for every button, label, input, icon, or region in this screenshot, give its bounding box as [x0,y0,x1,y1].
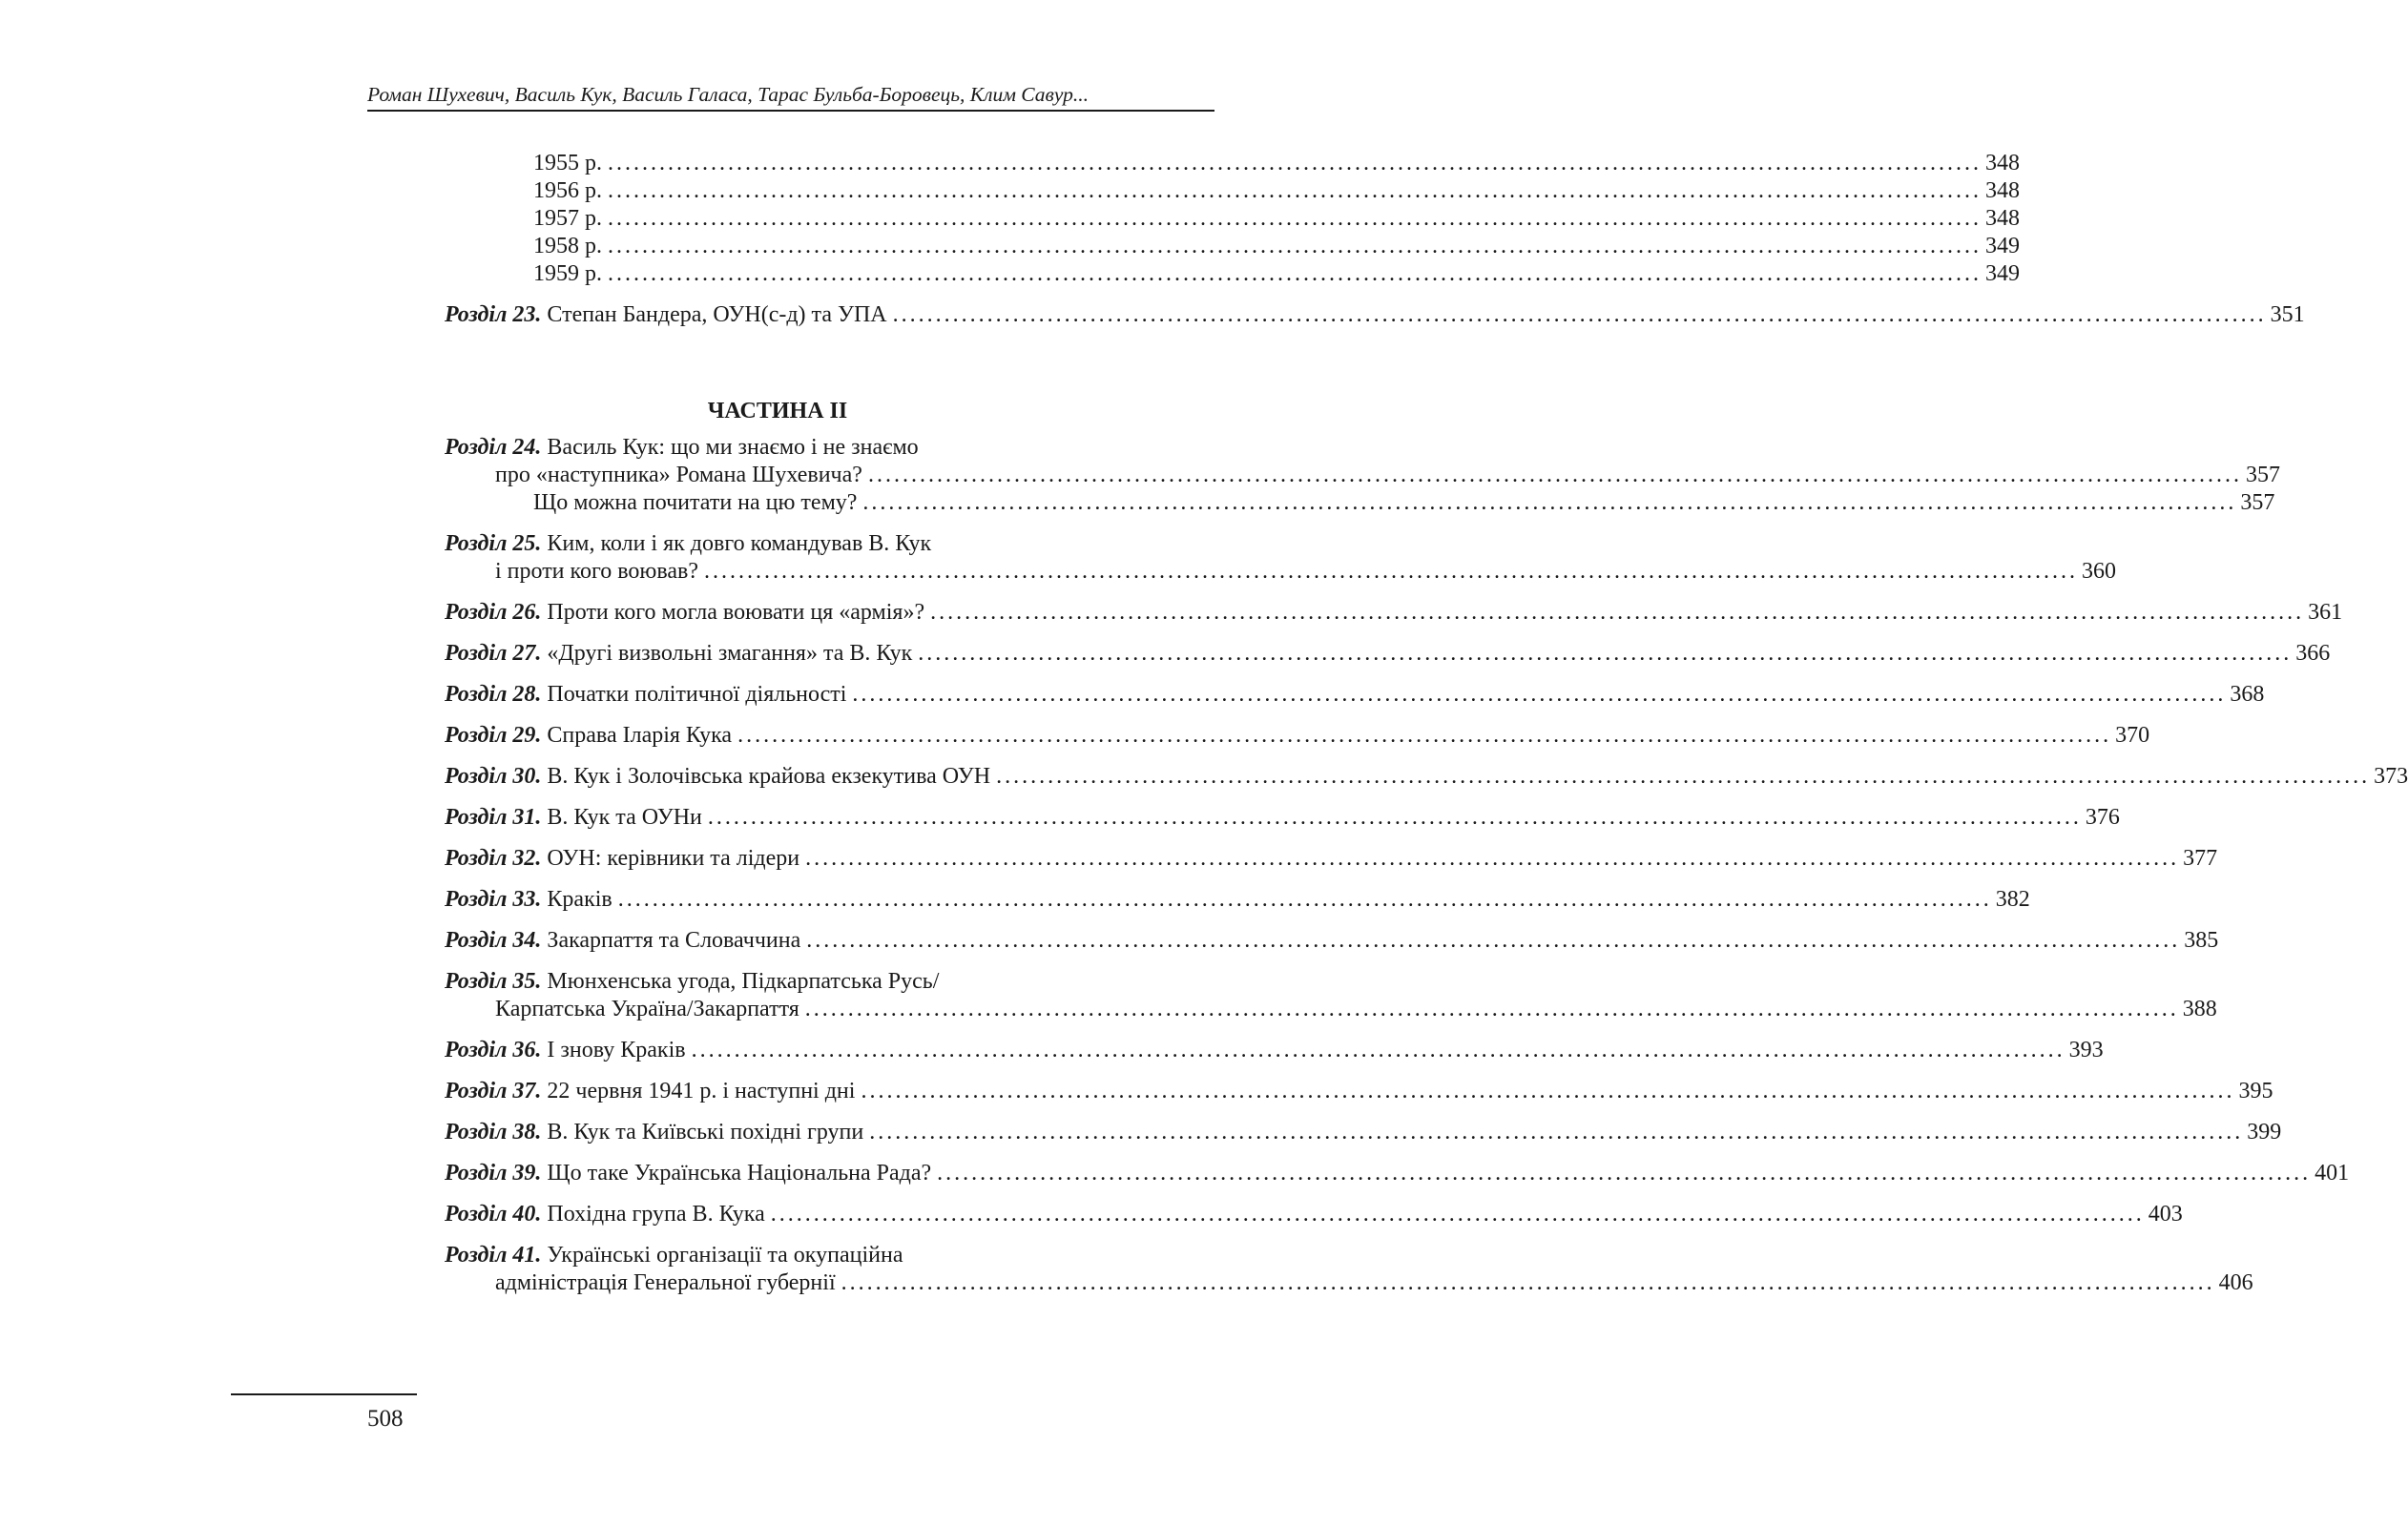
dot-leader: ................................................................................................................................................................ [930,600,2305,625]
entry-text: Українські організації та окупаційна [541,1243,903,1268]
toc-entry-title [533,204,602,233]
toc-entry [445,433,1145,462]
chapter-label: Розділ 29. [445,723,542,748]
dot-leader: ................................................................................................................................................................ [937,1161,2312,1186]
chapter-label: Розділ 26. [445,600,542,625]
chapter-label: Розділ 40. [445,1202,542,1227]
toc-entry-title [533,232,602,260]
dot-leader: ................................................................................................................................................................ [869,1120,2244,1144]
toc-entry-title [495,1268,836,1297]
toc-entry-title [445,1077,855,1105]
page-ref: 406 [2218,1270,2253,1295]
entry-text: Що таке Українська Національна Рада? [541,1161,932,1186]
entry-text: Краків [541,887,612,912]
toc-entry [495,461,2280,489]
toc-entry [445,1118,2282,1146]
page-ref: 388 [2182,997,2217,1021]
page-ref: 376 [2085,805,2120,830]
page-ref: 361 [2308,600,2343,625]
dot-leader: ................................................................................................................................................................ [707,805,2082,830]
entry-text: 1959 р. [533,261,602,286]
toc-entry-title [445,529,931,558]
entry-text: Проти кого могла воювати ця «армія»? [541,600,925,625]
page-number: 508 [367,1406,404,1432]
page-ref: 360 [2081,559,2116,584]
page-ref: 382 [1995,887,2030,912]
toc-entry-title [533,149,602,177]
entry-text: і проти кого воював? [495,559,698,584]
page-ref: 368 [2230,682,2265,707]
page-ref: 373 [2374,764,2408,789]
toc-entry [445,721,2150,750]
chapter-label: Розділ 33. [445,887,542,912]
dot-leader: ................................................................................................................................................................ [737,723,2112,748]
chapter-label: Розділ 25. [445,531,542,556]
entry-text: Степан Бандера, ОУН(с-д) та УПА [541,302,887,327]
page-ref: 395 [2238,1079,2273,1103]
toc-entry [445,300,2305,329]
entry-text: Василь Кук: що ми знаємо і не знаємо [541,435,919,460]
footer-rule [231,1393,417,1395]
toc-entry [445,1077,2273,1105]
toc-entry [533,232,2020,260]
toc-entry [533,149,2020,177]
chapter-label: Розділ 24. [445,435,542,460]
toc-entry [445,803,2120,832]
toc-entry-title [533,488,857,517]
chapter-label: Розділ 23. [445,302,542,327]
entry-text: І знову Краків [541,1038,686,1062]
toc-entry [445,1241,1145,1269]
toc-entry-title [445,844,799,873]
page-ref: 357 [2240,490,2275,515]
toc-entry [445,762,2408,791]
dot-leader: ................................................................................................................................................................ [804,997,2179,1021]
chapter-label: Розділ 36. [445,1038,542,1062]
toc-entry [495,557,2116,586]
page-ref: 401 [2315,1161,2350,1186]
toc-entry-title [533,176,602,205]
toc-entry-title [495,557,698,586]
dot-leader: ................................................................................................................................................................ [691,1038,2065,1062]
chapter-label: Розділ 37. [445,1079,542,1103]
toc-entry [445,639,2331,668]
dot-leader: ................................................................................................................................................................ [770,1202,2145,1227]
entry-text: ОУН: керівники та лідери [541,846,800,871]
entry-text: Початки політичної діяльності [541,682,847,707]
toc-entry [495,995,2217,1023]
chapter-label: Розділ 32. [445,846,542,871]
chapter-label: Розділ 34. [445,928,542,953]
toc-entry-title [445,721,732,750]
dot-leader: ................................................................................................................................................................ [608,261,1982,286]
page-ref: 348 [1985,178,2020,203]
entry-text: 1958 р. [533,234,602,258]
toc-entry-title [445,598,924,627]
page-ref: 349 [1985,261,2020,286]
toc-entry [445,598,2343,627]
toc-entry [533,176,2020,205]
chapter-label: Розділ 30. [445,764,542,789]
toc-entry-title [445,300,887,329]
entry-text: Ким, коли і як довго командував В. Кук [541,531,932,556]
page-ref: 403 [2148,1202,2183,1227]
entry-text: Що можна почитати на цю тему? [533,490,858,515]
page-ref: 370 [2115,723,2150,748]
dot-leader: ................................................................................................................................................................ [608,178,1982,203]
toc-entry-title [445,433,919,462]
running-head: Роман Шухевич, Василь Кук, Василь Галаса, Тарас Бульба-Боровець, Клим Савур... [367,83,1090,106]
dot-leader: ................................................................................................................................................................ [852,682,2227,707]
entry-text: Справа Іларія Кука [541,723,733,748]
dot-leader: ................................................................................................................................................................ [608,234,1982,258]
toc-entry-title [445,680,846,709]
toc-entry [445,926,2219,955]
dot-leader: ................................................................................................................................................................ [841,1270,2215,1295]
entry-text: 22 червня 1941 р. і наступні дні [541,1079,856,1103]
chapter-label: Розділ 41. [445,1243,542,1268]
page-ref: 351 [2270,302,2305,327]
entry-text: «Другі визвольні змагання» та В. Кук [541,641,913,666]
chapter-label: Розділ 31. [445,805,542,830]
toc-entry-title [445,1200,765,1228]
entry-text: 1955 р. [533,151,602,175]
entry-text: В. Кук і Золочівська крайова екзекутива ОУН [541,764,991,789]
dot-leader: ................................................................................................................................................................ [703,559,2078,584]
entry-text: адміністрація Генеральної губернії [495,1270,836,1295]
dot-leader: ................................................................................................................................................................ [918,641,2293,666]
chapter-label: Розділ 27. [445,641,542,666]
dot-leader: ................................................................................................................................................................ [608,151,1982,175]
toc-entry-title [533,259,602,288]
toc-entry-title [445,885,612,914]
dot-leader: ................................................................................................................................................................ [617,887,1992,912]
entry-text: В. Кук та Київські похідні групи [541,1120,864,1144]
toc-entry-title [445,639,912,668]
page-ref: 349 [1985,234,2020,258]
part-title: ЧАСТИНА II [707,399,848,423]
page-ref: 348 [1985,206,2020,231]
dot-leader: ................................................................................................................................................................ [862,490,2237,515]
page-ref: 399 [2247,1120,2282,1144]
dot-leader: ................................................................................................................................................................ [861,1079,2235,1103]
toc-entry-title [445,1241,903,1269]
entry-text: В. Кук та ОУНи [541,805,702,830]
entry-text: 1956 р. [533,178,602,203]
entry-text: Мюнхенська угода, Підкарпатська Русь/ [541,969,940,994]
toc-entry-title [445,762,990,791]
toc-entry [445,1036,2104,1064]
dot-leader: ................................................................................................................................................................ [608,206,1982,231]
toc-entry [445,529,1145,558]
toc-entry-title [495,461,862,489]
toc-entry [445,844,2218,873]
toc-entry-title [495,995,799,1023]
toc-entry [445,680,2265,709]
dot-leader: ................................................................................................................................................................ [867,463,2242,487]
toc-entry [495,1268,2253,1297]
toc-entry [533,204,2020,233]
toc-entry-title [445,1118,863,1146]
toc-entry [445,1200,2183,1228]
toc-entry [533,488,2275,517]
toc-entry-title [445,926,800,955]
toc-entry [445,967,1145,996]
chapter-label: Розділ 28. [445,682,542,707]
toc-entry-title [445,1036,686,1064]
chapter-label: Розділ 38. [445,1120,542,1144]
entry-text: Карпатська Україна/Закарпаття [495,997,799,1021]
entry-text: Похідна група В. Кука [541,1202,765,1227]
dot-leader: ................................................................................................................................................................ [996,764,2371,789]
toc-entry-title [445,1159,931,1187]
page-ref: 393 [2068,1038,2104,1062]
dot-leader: ................................................................................................................................................................ [806,928,2181,953]
page-ref: 357 [2245,463,2280,487]
page-ref: 348 [1985,151,2020,175]
page-ref: 385 [2184,928,2219,953]
dot-leader: ................................................................................................................................................................ [892,302,2267,327]
toc-entry [445,885,2030,914]
dot-leader: ................................................................................................................................................................ [805,846,2180,871]
chapter-label: Розділ 39. [445,1161,542,1186]
toc-entry-title [445,803,702,832]
page-ref: 366 [2295,641,2331,666]
toc-entry [533,259,2020,288]
page-ref: 377 [2183,846,2218,871]
entry-text: Закарпаття та Словаччина [541,928,801,953]
entry-text: про «наступника» Романа Шухевича? [495,463,862,487]
chapter-label: Розділ 35. [445,969,542,994]
toc-entry [445,1159,2350,1187]
toc-entry-title [445,967,939,996]
entry-text: 1957 р. [533,206,602,231]
